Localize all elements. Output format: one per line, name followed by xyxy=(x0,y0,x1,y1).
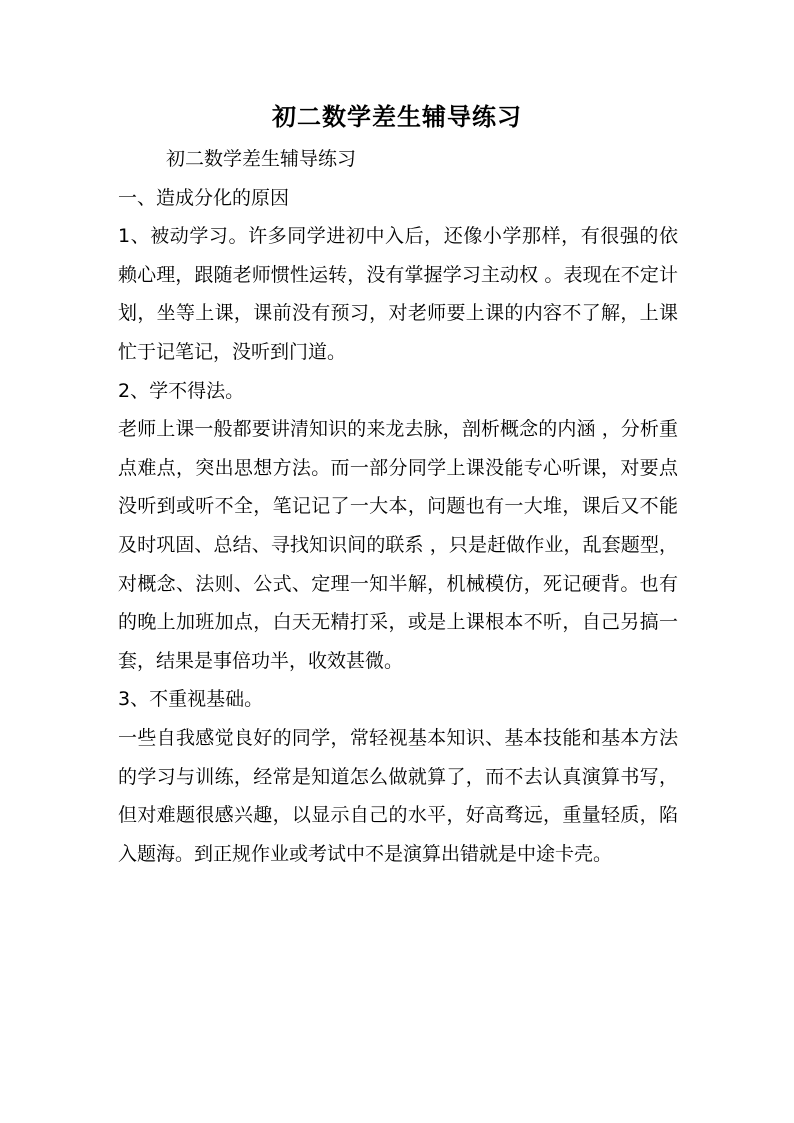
subsection-heading: 2、学不得法。 xyxy=(118,379,245,402)
document-body xyxy=(118,140,678,873)
subtitle-paragraph: 初二数学差生辅导练习 xyxy=(166,148,357,170)
body-paragraph: 老师上课一般都要讲清知识的来龙去脉，剖析概念的内涵 ，分析重点难点，突出思想方法。而一部分同学上课没能专心听课，对要点没听到或听不全，笔记记了一大本，问题也有一大堆，课后又不能及时巩固、总结、寻找知识间的联系 ，只是赶做作业，乱套题型，对概念、法则、公式、定理一知半解，机械模仿，死记硬背。也有的晚上加班加点，白天无精打采，或是上课根本不听，自己另搞一套，结果是事倍功半，收效甚微。 xyxy=(118,418,678,672)
body-paragraph: 1、被动学习。许多同学进初中入后，还像小学那样，有很强的依赖心理，跟随老师惯性运转，没有掌握学习主动权 。表现在不定计划，坐等上课，课前没有预习，对老师要上课的内容不了解，上课忙于记笔记，没听到门道。 xyxy=(118,225,678,363)
subsection-heading: 3、不重视基础。 xyxy=(118,688,264,711)
body-paragraph: 一些自我感觉良好的同学，常轻视基本知识、基本技能和基本方法的学习与训练，经常是知道怎么做就算了，而不去认真演算书写，但对难题很感兴趣，以显示自己的水平，好高骛远，重量轻质，陷入题海。到正规作业或考试中不是演算出错就是中途卡壳。 xyxy=(118,726,678,865)
section-heading: 一、造成分化的原因 xyxy=(118,186,290,209)
document-title: 初二数学差生辅导练习 xyxy=(272,103,522,131)
